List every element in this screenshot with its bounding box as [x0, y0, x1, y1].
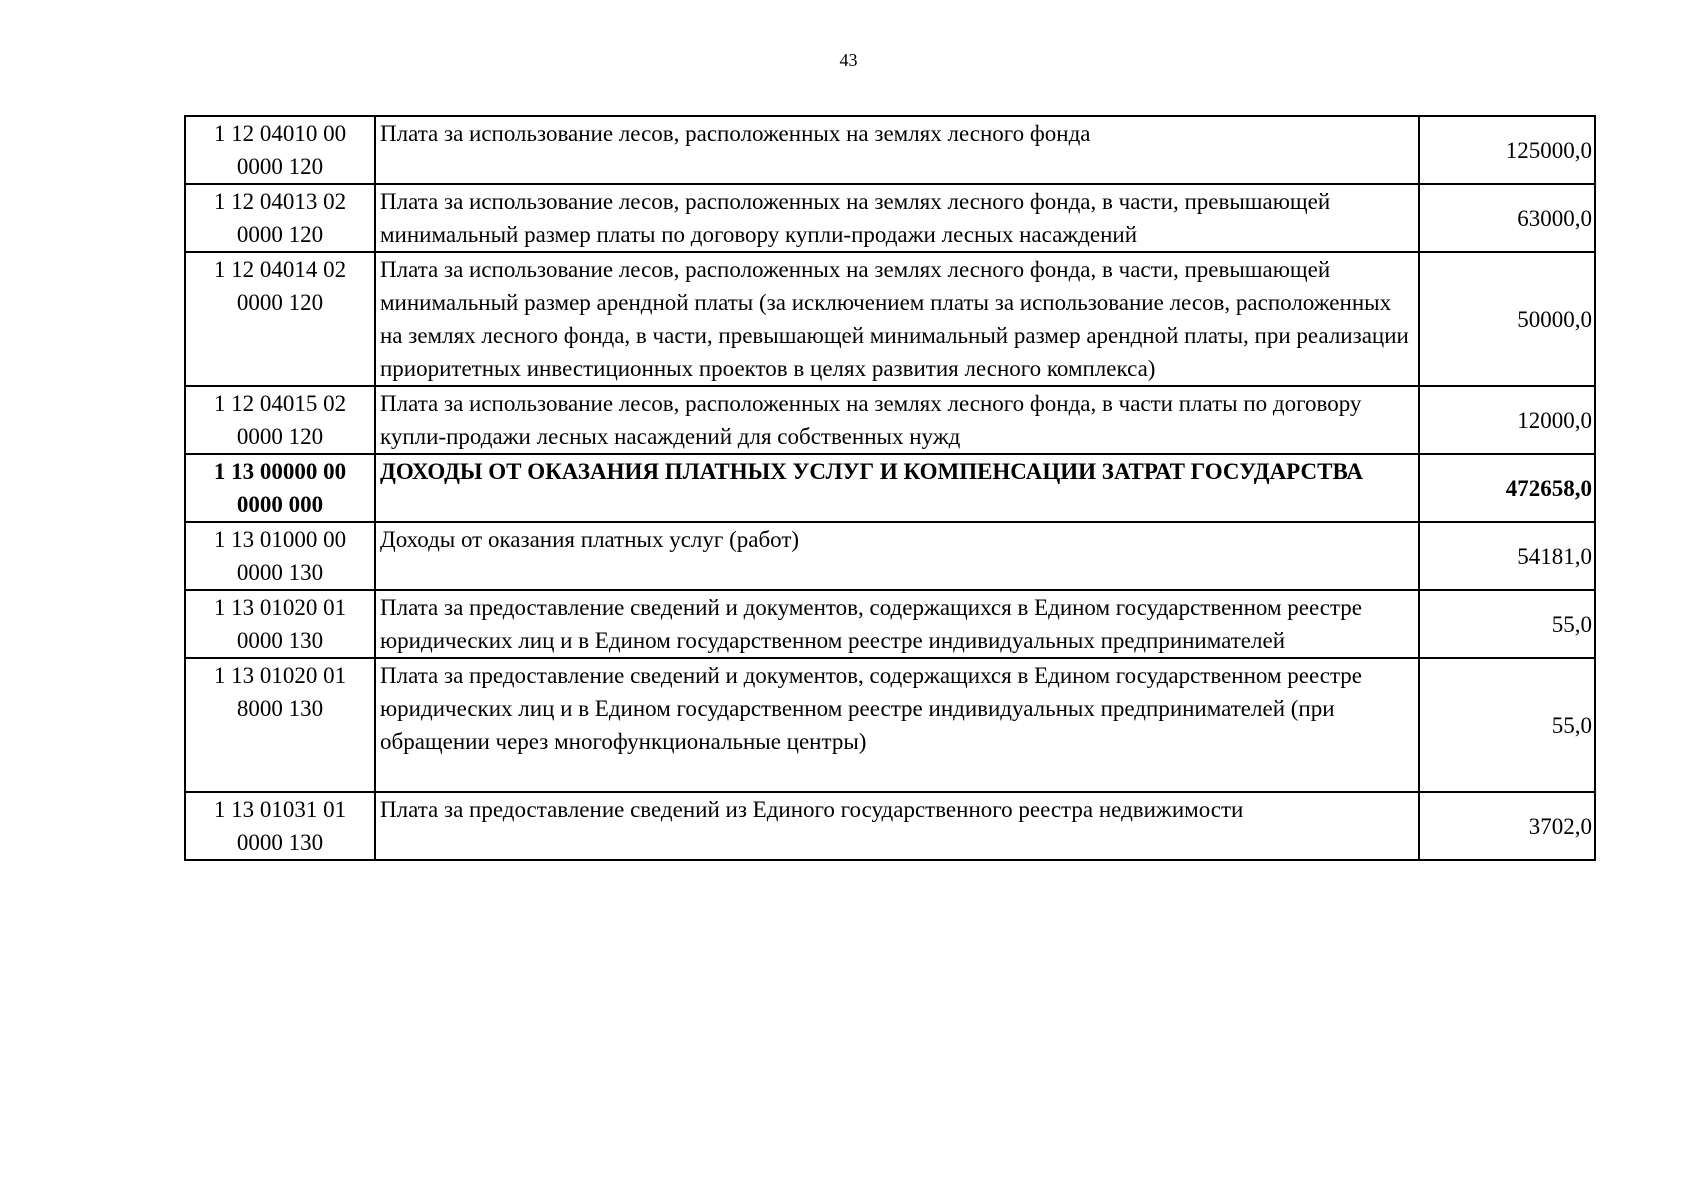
row-code: 1 12 04013 02 0000 120: [185, 184, 375, 252]
row-amount: 63000,0: [1419, 184, 1595, 252]
table-row: [185, 658, 1595, 792]
row-amount: 50000,0: [1419, 252, 1595, 386]
row-code: 1 12 04015 02 0000 120: [185, 386, 375, 454]
row-amount: 3702,0: [1419, 792, 1595, 860]
row-name: Плата за использование лесов, расположенных на землях лесного фонда: [375, 116, 1419, 184]
table-row: [185, 522, 1595, 590]
table-row: [185, 590, 1595, 658]
page-number: 43: [839, 50, 858, 70]
row-name: Плата за использование лесов, расположенных на землях лесного фонда, в части платы по договору купли-продажи лесных насаждений для собственных нужд: [375, 386, 1419, 454]
row-code: 1 13 01020 01 8000 130: [185, 658, 375, 792]
table-row: [185, 386, 1595, 454]
table-row: [185, 252, 1595, 386]
row-name: ДОХОДЫ ОТ ОКАЗАНИЯ ПЛАТНЫХ УСЛУГ И КОМПЕНСАЦИИ ЗАТРАТ ГОСУДАРСТВА: [375, 454, 1419, 522]
table-row: [185, 184, 1595, 252]
table-row-section-total: [185, 454, 1595, 522]
row-name: Плата за предоставление сведений и документов, содержащихся в Едином государственном реестре юридических лиц и в Едином государственном реестре индивидуальных предпринимателей (при обращении через многофункциональные центры): [375, 658, 1419, 792]
row-amount: 54181,0: [1419, 522, 1595, 590]
row-code: 1 13 00000 00 0000 000: [185, 454, 375, 522]
row-amount: 55,0: [1419, 590, 1595, 658]
row-name: Плата за предоставление сведений из Единого государственного реестра недвижимости: [375, 792, 1419, 860]
row-code: 1 13 01000 00 0000 130: [185, 522, 375, 590]
row-amount: 472658,0: [1419, 454, 1595, 522]
row-amount: 12000,0: [1419, 386, 1595, 454]
row-code: 1 13 01031 01 0000 130: [185, 792, 375, 860]
table-row: [185, 792, 1595, 860]
row-code: 1 12 04010 00 0000 120: [185, 116, 375, 184]
row-amount: 55,0: [1419, 658, 1595, 792]
row-name: Доходы от оказания платных услуг (работ): [375, 522, 1419, 590]
table-row: [185, 116, 1595, 184]
row-name: Плата за использование лесов, расположенных на землях лесного фонда, в части, превышающей минимальный размер платы по договору купли-продажи лесных насаждений: [375, 184, 1419, 252]
row-amount: 125000,0: [1419, 116, 1595, 184]
row-name: Плата за использование лесов, расположенных на землях лесного фонда, в части, превышающей минимальный размер арендной платы (за исключением платы за использование лесов, расположенных на землях лесного фонда, в части, превышающей минимальный размер арендной платы, при реализации приоритетных инвестиционных проектов в целях развития лесного комплекса): [375, 252, 1419, 386]
row-name: Плата за предоставление сведений и документов, содержащихся в Едином государственном реестре юридических лиц и в Едином государственном реестре индивидуальных предпринимателей: [375, 590, 1419, 658]
row-code: 1 12 04014 02 0000 120: [185, 252, 375, 386]
row-code: 1 13 01020 01 0000 130: [185, 590, 375, 658]
revenue-table: [184, 115, 1596, 861]
